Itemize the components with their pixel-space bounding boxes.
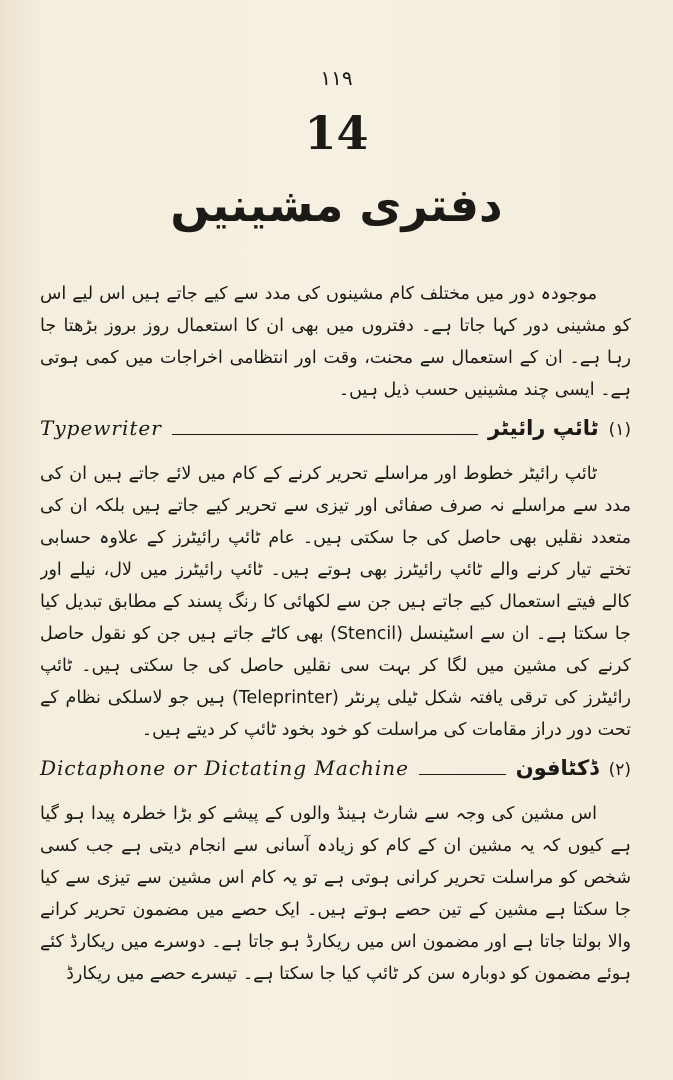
section-paragraph-typewriter: ٹائپ رائیٹر خطوط اور مراسلے تحریر کرنے کے کام میں لائے جاتے ہیں ان کی مدد سے مراسلے نہ صرف صفائی اور تیزی سے تحریر کیے جاتے ہیں بلکہ ان کی متعدد نقلیں بھی حاصل کی جا سکتی ہیں۔ عام ٹائپ رائیٹرز کے علاوہ حسابی تختے تیار کرنے والے ٹائپ رائیٹرز بھی ہوتے ہیں۔ ٹائپ رائیٹرز میں لال، نیلے اور کالے فیتے استعمال کیے جاتے ہیں جن سے لکھائی کا رنگ پسند کے مطابق تبدیل کیا جا سکتا ہے۔ ان سے اسٹینسل (Stencil) بھی کاٹے جاتے ہیں جن کو نقول حاصل کرنے کی مشین میں لگا کر بہت سی نقلیں حاصل کی جا سکتی ہیں۔ ٹائپ رائیٹرز کی ترقی یافتہ شکل ٹیلی پرنٹر (Teleprinter) ہیں جو لاسلکی نظام کے تحت دور دراز مقامات کی مراسلت کو خود بخود ٹائپ کر دیتے ہیں۔ [40,464,631,740]
section-title-ur-text: ٹائپ رائیٹر [488,416,599,440]
section-title-ur [516,752,631,786]
page-number: ١١٩ [320,66,353,90]
section-title-en: Typewriter [40,416,162,440]
section-title-en: Dictaphone or Dictating Machine [40,756,410,780]
intro-paragraph: موجودہ دور میں مختلف کام مشینوں کی مدد سے کیے جاتے ہیں اس لیے اس کو مشینی دور کہا جاتا ہے۔ دفتروں میں بھی ان کا استعمال روز بروز بڑھتا جا رہا ہے۔ ان کے استعمال سے محنت، وقت اور انتظامی اخراجات میں کمی ہوتی ہے۔ ایسی چند مشینیں حسب ذیل ہیں۔ [40,284,631,400]
section-title-ur-text: ڈکٹافون [515,756,599,780]
section-number: (١) [608,420,631,440]
heading-dash [419,774,506,775]
body-text [40,278,631,1054]
chapter-title: دفتری مشینیں [170,178,503,232]
section-number: (٢) [608,760,631,780]
section-heading-dictaphone [40,752,631,786]
heading-dash [172,434,478,435]
section-title-ur [488,412,631,446]
section-heading-typewriter [40,412,631,446]
section-paragraph-dictaphone: اس مشین کی وجہ سے شارٹ ہینڈ والوں کے پیشے کو بڑا خطرہ پیدا ہو گیا ہے کیوں کہ یہ مشین ان کے کام کو زیادہ آسانی سے انجام دیتی ہے جب کسی شخص کو مراسلت تحریر کرانی ہوتی ہے تو یہ کام اس مشین سے تیزی سے کیا جا سکتا ہے مشین کے تین حصے ہوتے ہیں۔ ایک حصے میں مضمون تحریر کرانے والا بولتا جاتا ہے اور مضمون اس میں ریکارڈ ہو جاتا ہے۔ دوسرے میں ریکارڈ کئے ہوئے مضمون کو دوبارہ سن کر ٹائپ کیا جا سکتا ہے۔ تیسرے حصے میں ریکارڈ [40,804,631,984]
chapter-number: 14 [304,106,369,160]
